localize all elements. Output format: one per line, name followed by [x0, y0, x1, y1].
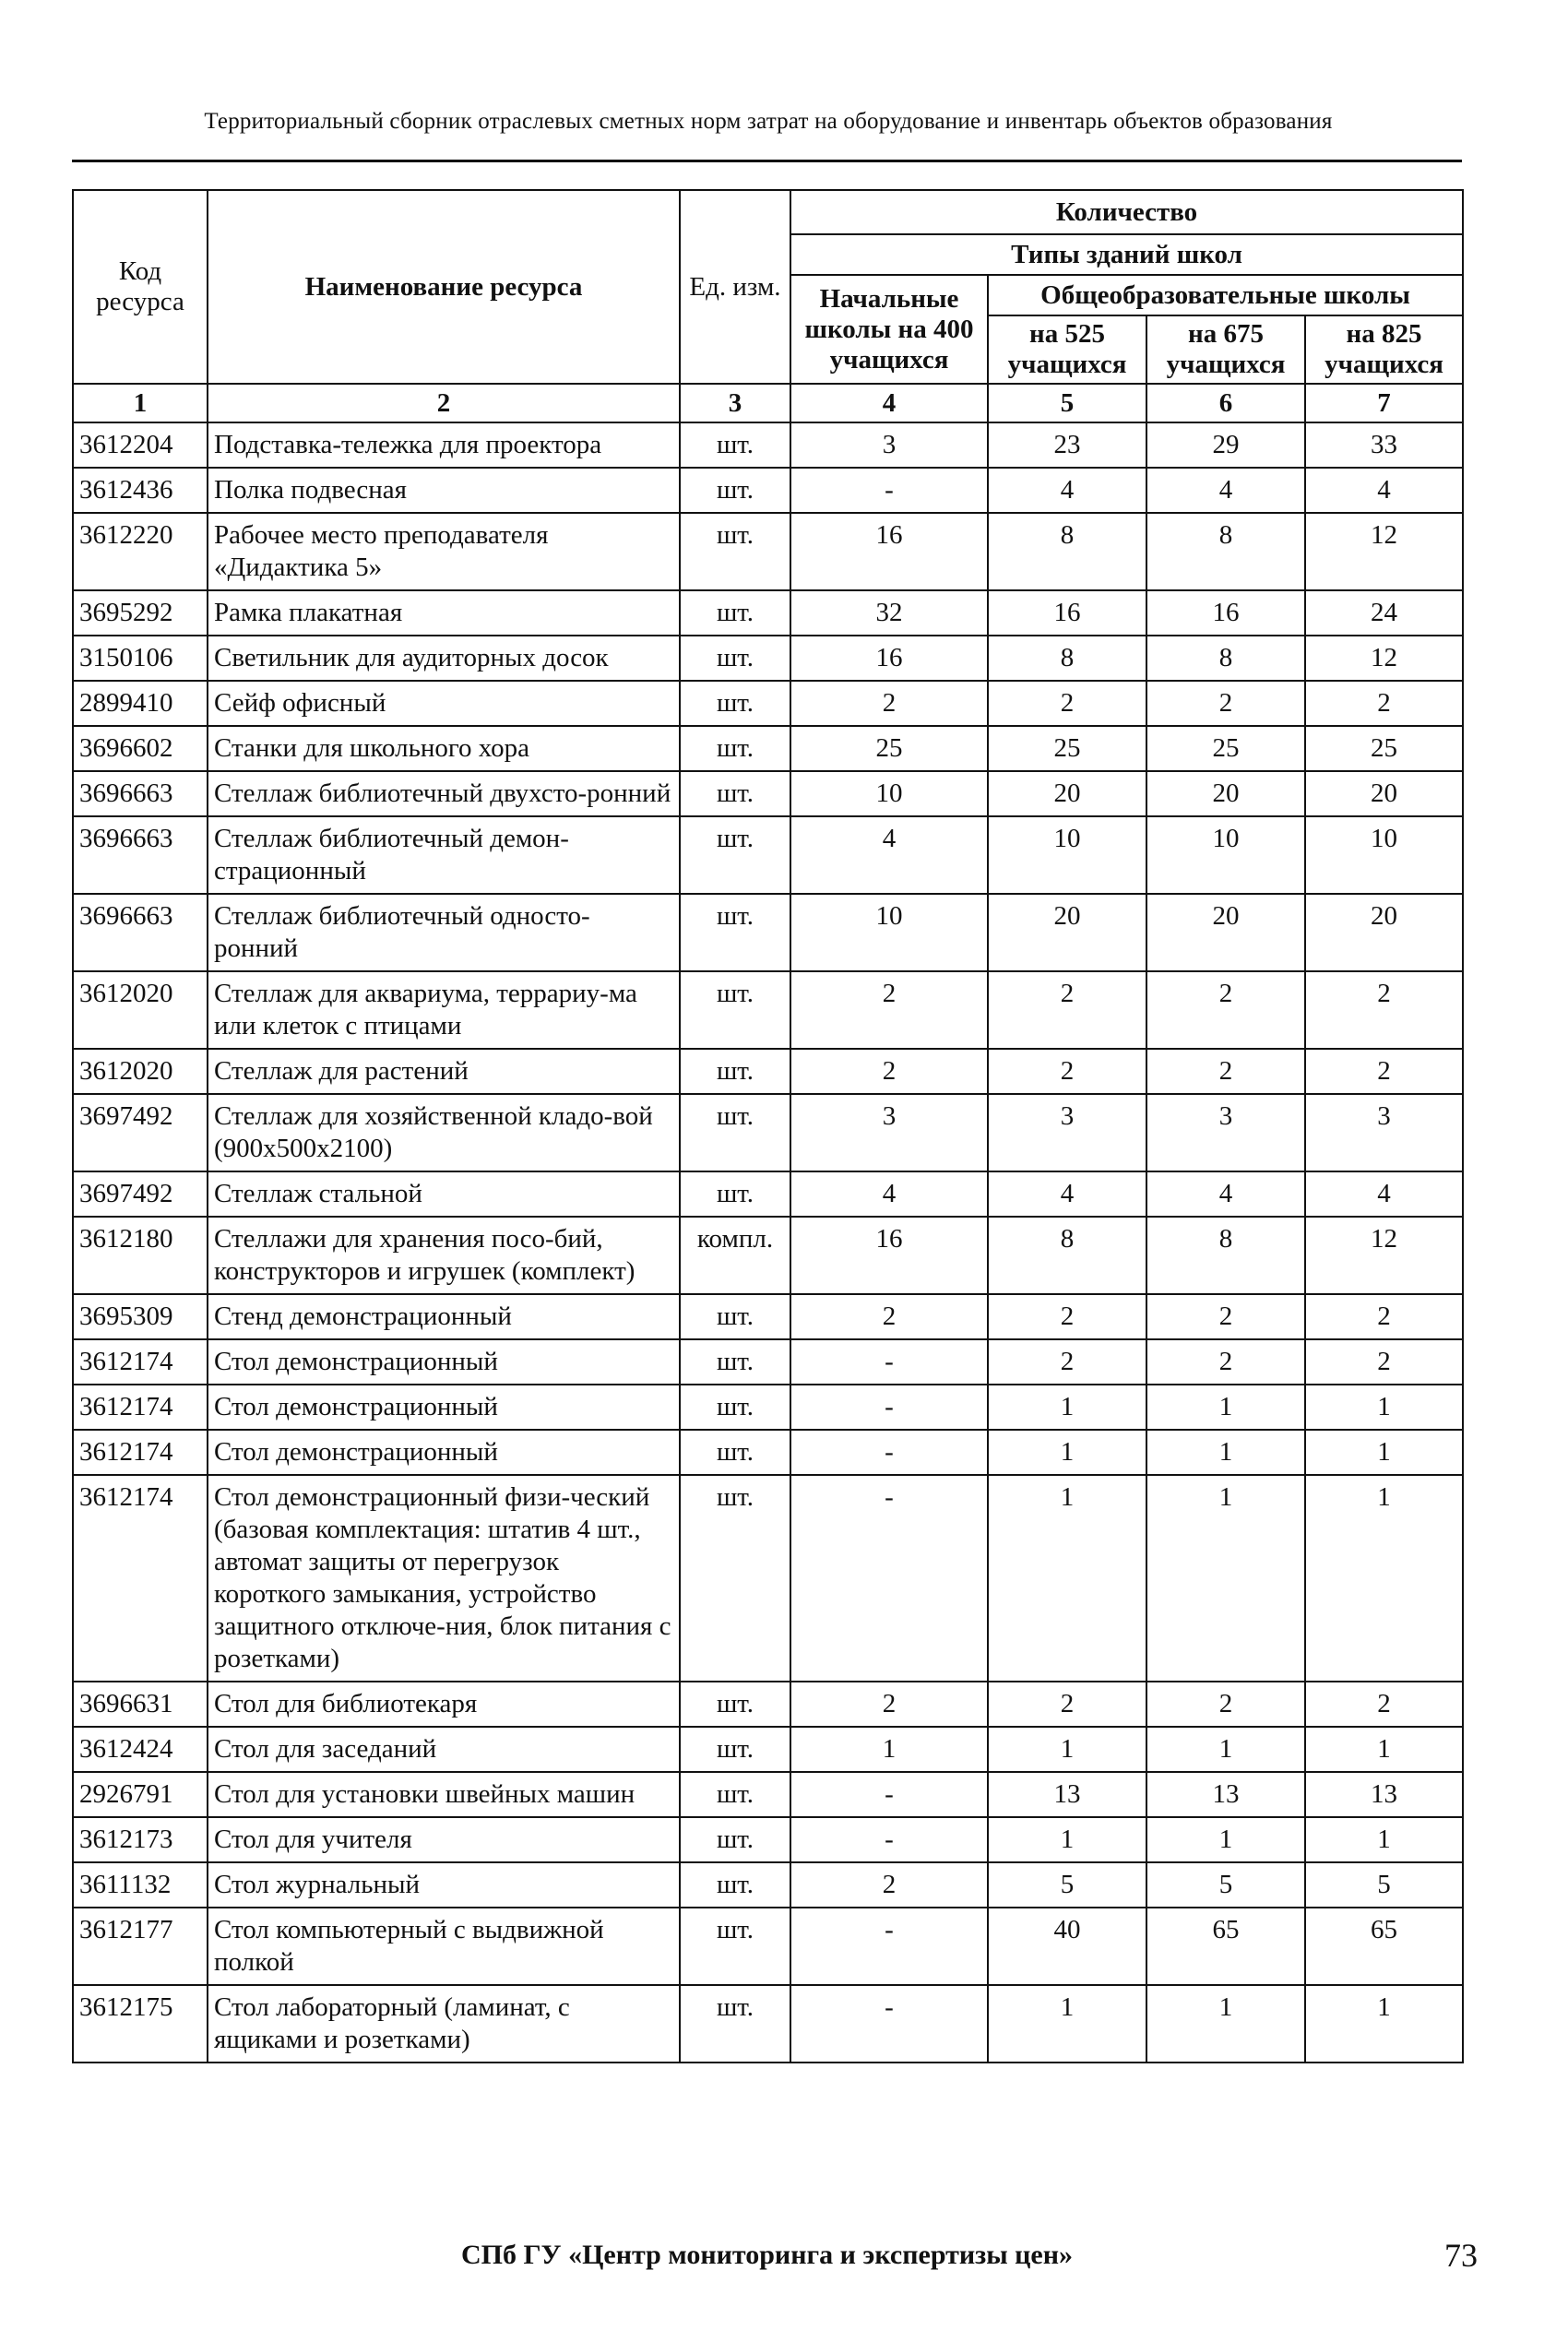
header-name: Наименование ресурса	[208, 190, 680, 384]
cell-unit: шт.	[680, 1475, 790, 1682]
cell-qty-675: 20	[1146, 771, 1305, 816]
cell-unit: шт.	[680, 1049, 790, 1094]
cell-qty-525: 16	[988, 590, 1146, 636]
cell-unit: шт.	[680, 1985, 790, 2063]
cell-qty-825: 12	[1305, 1217, 1463, 1294]
cell-unit: шт.	[680, 590, 790, 636]
cell-resource-code: 3612177	[73, 1908, 208, 1985]
cell-qty-825: 1	[1305, 1385, 1463, 1430]
cell-unit: шт.	[680, 1171, 790, 1217]
header-quantity: Количество	[790, 190, 1463, 234]
cell-qty-525: 2	[988, 1049, 1146, 1094]
cell-qty-525: 40	[988, 1908, 1146, 1985]
cell-resource-name: Стол для заседаний	[208, 1727, 680, 1772]
cell-unit: шт.	[680, 1682, 790, 1727]
cell-qty-525: 8	[988, 513, 1146, 590]
cell-qty-525: 25	[988, 726, 1146, 771]
cell-resource-name: Стол демонстрационный физи-ческий (базовая комплектация: штатив 4 шт., автомат защиты от перегрузок короткого замыкания, устройство защитного отключе-ния, блок питания с розетками)	[208, 1475, 680, 1682]
cell-qty-400: 2	[790, 1862, 988, 1908]
table-row	[73, 1727, 1463, 1772]
table-row	[73, 513, 1463, 590]
cell-resource-name: Стеллаж стальной	[208, 1171, 680, 1217]
cell-resource-name: Подставка-тележка для проектора	[208, 422, 680, 468]
cell-qty-400: -	[790, 1430, 988, 1475]
cell-qty-825: 12	[1305, 513, 1463, 590]
page-header-title: Территориальный сборник отраслевых сметных норм затрат на оборудование и инвентарь объектов образования	[204, 109, 1333, 134]
cell-qty-675: 1	[1146, 1475, 1305, 1682]
cell-resource-name: Стеллаж для аквариума, террариу-ма или клеток с птицами	[208, 971, 680, 1049]
cell-qty-525: 2	[988, 1682, 1146, 1727]
table-row	[73, 468, 1463, 513]
table-row	[73, 1171, 1463, 1217]
cell-qty-525: 8	[988, 1217, 1146, 1294]
cell-qty-825: 33	[1305, 422, 1463, 468]
table-row	[73, 590, 1463, 636]
cell-resource-code: 2926791	[73, 1772, 208, 1817]
cell-resource-name: Сейф офисный	[208, 681, 680, 726]
table-row	[73, 1339, 1463, 1385]
cell-qty-825: 1	[1305, 1430, 1463, 1475]
table-row	[73, 1430, 1463, 1475]
table-row	[73, 1908, 1463, 1985]
resource-table	[72, 189, 1464, 2063]
cell-resource-name: Стол компьютерный с выдвижной полкой	[208, 1908, 680, 1985]
cell-qty-825: 2	[1305, 681, 1463, 726]
cell-qty-825: 3	[1305, 1094, 1463, 1171]
cell-unit: шт.	[680, 681, 790, 726]
cell-qty-525: 2	[988, 1339, 1146, 1385]
cell-qty-825: 4	[1305, 468, 1463, 513]
table-row	[73, 726, 1463, 771]
cell-resource-code: 3697492	[73, 1171, 208, 1217]
cell-resource-name: Стол для установки швейных машин	[208, 1772, 680, 1817]
cell-qty-525: 20	[988, 894, 1146, 971]
table-row	[73, 1817, 1463, 1862]
cell-resource-name: Стол демонстрационный	[208, 1385, 680, 1430]
table-row	[73, 1475, 1463, 1682]
cell-qty-400: 3	[790, 1094, 988, 1171]
cell-qty-525: 2	[988, 1294, 1146, 1339]
cell-qty-400: -	[790, 1385, 988, 1430]
cell-qty-400: -	[790, 1339, 988, 1385]
cell-qty-675: 1	[1146, 1985, 1305, 2063]
cell-qty-400: -	[790, 468, 988, 513]
cell-resource-code: 3612204	[73, 422, 208, 468]
cell-qty-675: 2	[1146, 1294, 1305, 1339]
column-number: 2	[208, 384, 680, 422]
cell-qty-525: 4	[988, 468, 1146, 513]
page-number: 73	[1444, 2237, 1478, 2274]
cell-qty-675: 1	[1146, 1817, 1305, 1862]
cell-qty-825: 5	[1305, 1862, 1463, 1908]
cell-resource-name: Стеллаж библиотечный двухсто-ронний	[208, 771, 680, 816]
cell-qty-525: 8	[988, 636, 1146, 681]
cell-qty-400: 4	[790, 1171, 988, 1217]
cell-resource-code: 3150106	[73, 636, 208, 681]
cell-qty-525: 3	[988, 1094, 1146, 1171]
cell-qty-400: 2	[790, 1049, 988, 1094]
cell-resource-code: 3612220	[73, 513, 208, 590]
cell-qty-825: 24	[1305, 590, 1463, 636]
cell-qty-400: -	[790, 1475, 988, 1682]
cell-resource-name: Стол лабораторный (ламинат, с ящиками и розетками)	[208, 1985, 680, 2063]
cell-resource-code: 3612174	[73, 1339, 208, 1385]
cell-qty-525: 1	[988, 1475, 1146, 1682]
cell-resource-name: Станки для школьного хора	[208, 726, 680, 771]
cell-qty-825: 20	[1305, 771, 1463, 816]
header-general-schools: Общеобразовательные школы	[988, 275, 1463, 315]
cell-resource-code: 3612424	[73, 1727, 208, 1772]
cell-unit: шт.	[680, 816, 790, 894]
cell-qty-675: 8	[1146, 1217, 1305, 1294]
cell-unit: шт.	[680, 1294, 790, 1339]
cell-resource-code: 3695292	[73, 590, 208, 636]
cell-qty-675: 2	[1146, 971, 1305, 1049]
cell-qty-675: 65	[1146, 1908, 1305, 1985]
table-row	[73, 1094, 1463, 1171]
cell-unit: шт.	[680, 1862, 790, 1908]
cell-unit: шт.	[680, 468, 790, 513]
table-row	[73, 1772, 1463, 1817]
cell-qty-825: 1	[1305, 1475, 1463, 1682]
header-675: на 675 учащихся	[1146, 315, 1305, 384]
cell-qty-825: 20	[1305, 894, 1463, 971]
cell-qty-675: 29	[1146, 422, 1305, 468]
cell-resource-name: Стол журнальный	[208, 1862, 680, 1908]
column-number: 3	[680, 384, 790, 422]
cell-unit: шт.	[680, 1772, 790, 1817]
cell-unit: шт.	[680, 513, 790, 590]
table-row	[73, 1682, 1463, 1727]
header-primary-400: Начальные школы на 400 учащихся	[790, 275, 988, 384]
cell-unit: шт.	[680, 636, 790, 681]
header-code: Код ресурса	[73, 190, 208, 384]
cell-resource-code: 3695309	[73, 1294, 208, 1339]
cell-qty-525: 2	[988, 971, 1146, 1049]
cell-qty-400: 2	[790, 681, 988, 726]
cell-resource-code: 3612174	[73, 1430, 208, 1475]
table-row	[73, 636, 1463, 681]
header-divider	[72, 160, 1462, 162]
cell-qty-400: 16	[790, 513, 988, 590]
table-row	[73, 971, 1463, 1049]
cell-resource-code: 3612173	[73, 1817, 208, 1862]
cell-qty-525: 13	[988, 1772, 1146, 1817]
cell-qty-675: 25	[1146, 726, 1305, 771]
cell-unit: шт.	[680, 771, 790, 816]
cell-qty-825: 1	[1305, 1985, 1463, 2063]
cell-qty-675: 8	[1146, 636, 1305, 681]
column-number: 1	[73, 384, 208, 422]
cell-qty-400: 10	[790, 771, 988, 816]
table-row	[73, 681, 1463, 726]
cell-qty-675: 4	[1146, 468, 1305, 513]
table-row	[73, 816, 1463, 894]
cell-resource-code: 3612020	[73, 971, 208, 1049]
cell-unit: шт.	[680, 1339, 790, 1385]
cell-qty-675: 13	[1146, 1772, 1305, 1817]
footer-publisher: СПб ГУ «Центр мониторинга и экспертизы цен»	[460, 2240, 1074, 2270]
cell-qty-675: 1	[1146, 1430, 1305, 1475]
cell-qty-825: 2	[1305, 1294, 1463, 1339]
cell-resource-code: 3611132	[73, 1862, 208, 1908]
cell-unit: шт.	[680, 971, 790, 1049]
cell-resource-code: 3697492	[73, 1094, 208, 1171]
cell-qty-525: 23	[988, 422, 1146, 468]
cell-unit: шт.	[680, 1727, 790, 1772]
cell-resource-code: 3612180	[73, 1217, 208, 1294]
column-number: 7	[1305, 384, 1463, 422]
cell-unit: шт.	[680, 1094, 790, 1171]
cell-resource-code: 3696663	[73, 894, 208, 971]
header-building-types: Типы зданий школ	[790, 234, 1463, 275]
cell-qty-825: 4	[1305, 1171, 1463, 1217]
cell-qty-525: 4	[988, 1171, 1146, 1217]
cell-resource-name: Стенд демонстрационный	[208, 1294, 680, 1339]
table-row	[73, 422, 1463, 468]
cell-unit: шт.	[680, 1430, 790, 1475]
cell-qty-675: 20	[1146, 894, 1305, 971]
cell-qty-400: 2	[790, 971, 988, 1049]
cell-qty-675: 2	[1146, 1049, 1305, 1094]
column-number: 6	[1146, 384, 1305, 422]
cell-qty-675: 4	[1146, 1171, 1305, 1217]
cell-unit: шт.	[680, 894, 790, 971]
cell-qty-400: 16	[790, 1217, 988, 1294]
cell-qty-525: 1	[988, 1817, 1146, 1862]
cell-qty-825: 10	[1305, 816, 1463, 894]
cell-resource-name: Стеллажи для хранения посо-бий, конструкторов и игрушек (комплект)	[208, 1217, 680, 1294]
cell-qty-400: -	[790, 1772, 988, 1817]
cell-resource-name: Рамка плакатная	[208, 590, 680, 636]
cell-qty-525: 1	[988, 1385, 1146, 1430]
cell-qty-525: 1	[988, 1985, 1146, 2063]
cell-qty-675: 5	[1146, 1862, 1305, 1908]
cell-qty-400: 25	[790, 726, 988, 771]
header-525: на 525 учащихся	[988, 315, 1146, 384]
cell-qty-675: 8	[1146, 513, 1305, 590]
cell-qty-825: 2	[1305, 1049, 1463, 1094]
header-825: на 825 учащихся	[1305, 315, 1463, 384]
cell-resource-name: Полка подвесная	[208, 468, 680, 513]
cell-qty-400: -	[790, 1985, 988, 2063]
cell-qty-825: 2	[1305, 971, 1463, 1049]
cell-qty-675: 2	[1146, 1682, 1305, 1727]
cell-qty-400: 4	[790, 816, 988, 894]
cell-resource-name: Стол для учителя	[208, 1817, 680, 1862]
cell-qty-675: 2	[1146, 1339, 1305, 1385]
cell-unit: шт.	[680, 422, 790, 468]
cell-qty-825: 65	[1305, 1908, 1463, 1985]
cell-resource-code: 3612174	[73, 1475, 208, 1682]
table-row	[73, 1294, 1463, 1339]
cell-qty-825: 25	[1305, 726, 1463, 771]
cell-qty-525: 20	[988, 771, 1146, 816]
cell-qty-525: 1	[988, 1727, 1146, 1772]
cell-qty-400: 2	[790, 1294, 988, 1339]
cell-qty-400: -	[790, 1817, 988, 1862]
cell-resource-code: 3612175	[73, 1985, 208, 2063]
table-row	[73, 1217, 1463, 1294]
column-number-row	[73, 384, 1463, 422]
cell-qty-675: 1	[1146, 1727, 1305, 1772]
cell-resource-name: Стеллаж библиотечный демон-страционный	[208, 816, 680, 894]
cell-qty-675: 3	[1146, 1094, 1305, 1171]
cell-qty-525: 5	[988, 1862, 1146, 1908]
cell-qty-825: 2	[1305, 1339, 1463, 1385]
cell-qty-400: -	[790, 1908, 988, 1985]
table-row	[73, 894, 1463, 971]
table-row	[73, 1385, 1463, 1430]
cell-resource-code: 3696602	[73, 726, 208, 771]
cell-qty-675: 16	[1146, 590, 1305, 636]
cell-resource-code: 3696631	[73, 1682, 208, 1727]
cell-resource-name: Светильник для аудиторных досок	[208, 636, 680, 681]
cell-qty-400: 3	[790, 422, 988, 468]
table-row	[73, 1862, 1463, 1908]
cell-qty-525: 10	[988, 816, 1146, 894]
cell-unit: компл.	[680, 1217, 790, 1294]
cell-qty-825: 1	[1305, 1817, 1463, 1862]
cell-resource-code: 3612174	[73, 1385, 208, 1430]
cell-resource-code: 2899410	[73, 681, 208, 726]
column-number: 4	[790, 384, 988, 422]
cell-qty-825: 12	[1305, 636, 1463, 681]
cell-resource-code: 3612436	[73, 468, 208, 513]
cell-resource-name: Стеллаж для растений	[208, 1049, 680, 1094]
cell-qty-675: 1	[1146, 1385, 1305, 1430]
cell-resource-name: Стол демонстрационный	[208, 1339, 680, 1385]
cell-qty-400: 10	[790, 894, 988, 971]
cell-unit: шт.	[680, 1908, 790, 1985]
cell-resource-name: Стеллаж библиотечный односто-ронний	[208, 894, 680, 971]
cell-qty-675: 10	[1146, 816, 1305, 894]
header-unit: Ед. изм.	[680, 190, 790, 384]
cell-qty-525: 2	[988, 681, 1146, 726]
cell-resource-name: Стеллаж для хозяйственной кладо-вой (900x500x2100)	[208, 1094, 680, 1171]
cell-resource-code: 3612020	[73, 1049, 208, 1094]
table-row	[73, 1049, 1463, 1094]
cell-qty-400: 32	[790, 590, 988, 636]
cell-qty-400: 16	[790, 636, 988, 681]
column-number: 5	[988, 384, 1146, 422]
cell-qty-400: 1	[790, 1727, 988, 1772]
table-row	[73, 771, 1463, 816]
cell-resource-name: Рабочее место преподавателя «Дидактика 5»	[208, 513, 680, 590]
cell-resource-code: 3696663	[73, 816, 208, 894]
cell-resource-code: 3696663	[73, 771, 208, 816]
cell-qty-400: 2	[790, 1682, 988, 1727]
cell-resource-name: Стол для библиотекаря	[208, 1682, 680, 1727]
cell-resource-name: Стол демонстрационный	[208, 1430, 680, 1475]
cell-qty-825: 13	[1305, 1772, 1463, 1817]
cell-unit: шт.	[680, 726, 790, 771]
cell-unit: шт.	[680, 1817, 790, 1862]
table-row	[73, 1985, 1463, 2063]
cell-qty-825: 2	[1305, 1682, 1463, 1727]
cell-qty-675: 2	[1146, 681, 1305, 726]
cell-qty-825: 1	[1305, 1727, 1463, 1772]
cell-qty-525: 1	[988, 1430, 1146, 1475]
cell-unit: шт.	[680, 1385, 790, 1430]
